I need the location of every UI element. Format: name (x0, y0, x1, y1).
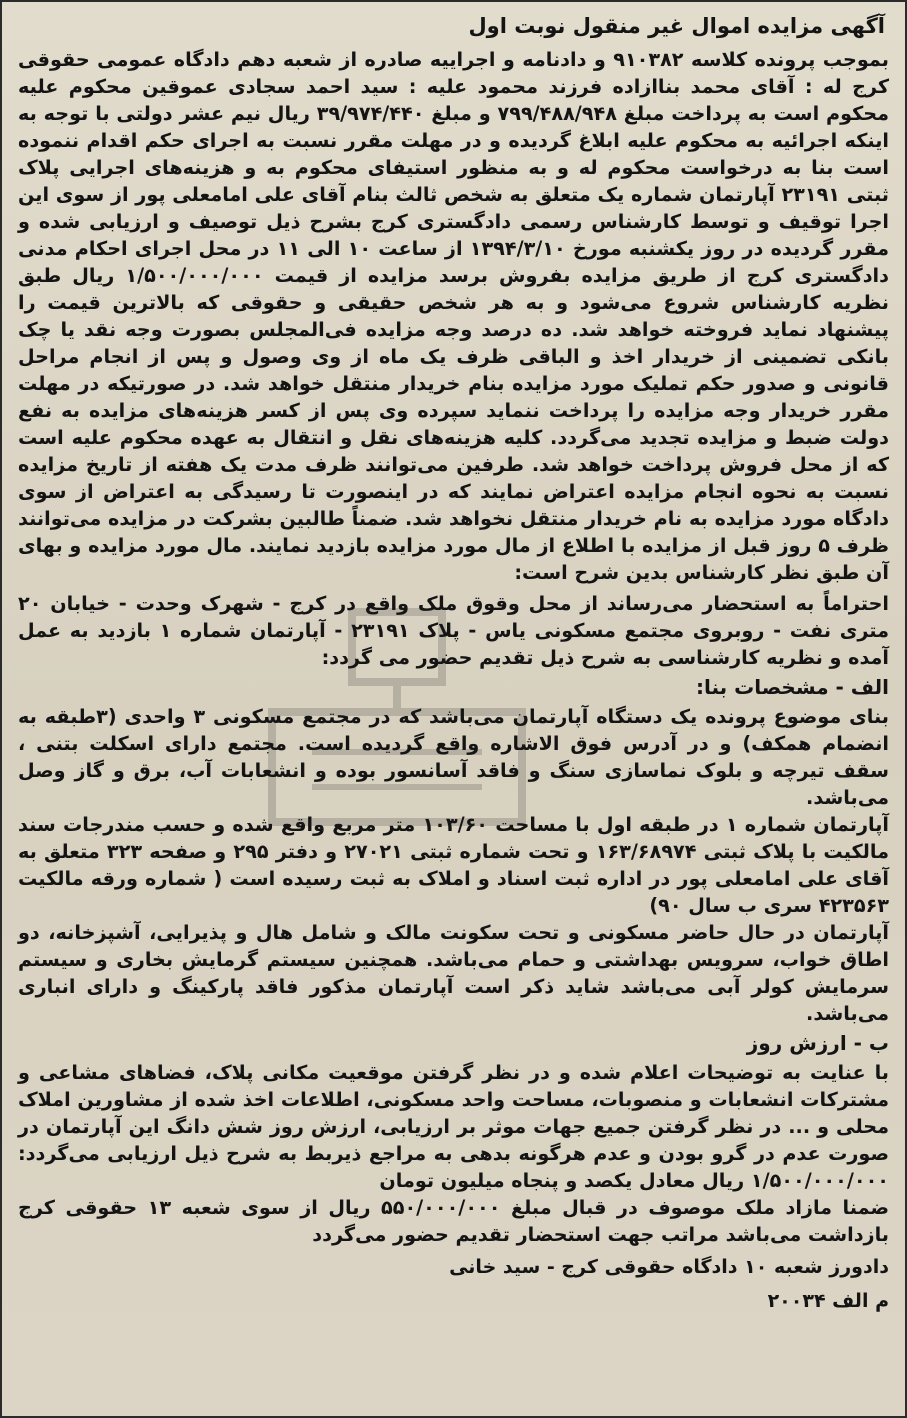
intro-paragraph: بموجب پرونده کلاسه ۹۱۰۳۸۲ و دادنامه و اجراییه صادره از شعبه دهم دادگاه عمومی حقوقی کرج له : آقای محمد بناازاده فرزند محمود علیه : سید احمد سجادی عموقین محکوم علیه محکوم است به پرداخت مبلغ ۷۹۹/۴۸۸/۹۴۸ و مبلغ ۳۹/۹۷۴/۴۴۰ ریال نیم عشر دولتی با توجه به اینکه اجرائیه به محکوم علیه ابلاغ گردیده و در مهلت مقرر نسبت به اجرای حکم اقدام ننموده است بنا به درخواست محکوم له و به منظور استیفای محکوم به و هزینه‌های اجرایی پلاک ثبتی ۲۳۱۹۱ آپارتمان شماره یک متعلق به شخص ثالث بنام آقای علی امامعلی پور از سوی این اجرا توقیف و توسط کارشناس رسمی دادگستری کرج بشرح ذیل توصیف و ارزیابی شده و مقرر گردیده در روز یکشنبه مورخ ۱۳۹۴/۳/۱۰ از ساعت ۱۰ الی ۱۱ در محل اجرای احکام مدنی دادگستری کرج از طریق مزایده بفروش برسد مزایده از قیمت ۱/۵۰۰/۰۰۰/۰۰۰ ریال طبق نظریه کارشناس شروع می‌شود و به هر شخص حقیقی و حقوقی که بالاترین قیمت را پیشنهاد نماید فروخته خواهد شد. ده درصد وجه مزایده فی‌المجلس بصورت وجه نقد یا چک بانکی تضمینی از خریدار اخذ و الباقی ظرف یک ماه از وی وصول و پس از انجام مراحل قانونی و صدور حکم تملیک مورد مزایده بنام خریدار منتقل خواهد شد. در صورتیکه در مهلت مقرر خریدار وجه مزایده را پرداخت ننماید سپرده وی پس از کسر هزینه‌های مزایده به نفع دولت ضبط و مزایده تجدید می‌گردد. کلیه هزینه‌های نقل و انتقال به عهده محکوم علیه است که از محل فروش پرداخت خواهد شد. طرفین می‌توانند ظرف مدت یک هفته از تاریخ مزایده نسبت به نحوه انجام مزایده اعتراض نمایند که در اینصورت تا رسیدگی به اعتراض از سوی دادگاه مورد مزایده به نام خریدار منتقل نخواهد شد. ضمناً طالبین بشرکت در مزایده می‌توانند ظرف ۵ روز قبل از مزایده با اطلاع از مال مورد مزایده بازدید نمایند. مال مورد مزایده و بهای آن طبق نظر کارشناس بدین شرح است: (18, 48, 889, 584)
section-b-heading: ب - ارزش روز (746, 1031, 889, 1055)
section-a-paragraph-1: بنای موضوع پرونده یک دستگاه آپارتمان می‌باشد که در مجتمع مسکونی ۳ واحدی (۳طبقه به انضمام همکف) و در آدرس فوق الاشاره واقع گردیده است. مجتمع دارای اسکلت بتنی ، سقف تیرچه و بلوک نماسازی سنگ و فاقد آسانسور بوده و انشعابات آب، برق و گاز وصل می‌باشد. (18, 705, 889, 809)
section-b-paragraph-1: با عنایت به توضیحات اعلام شده و در نظر گرفتن موقعیت مکانی پلاک، فضاهای مشاعی و مشترکات انشعابات و منصوبات، مساحت واحد مسکونی، اطلاعات اخذ شده از مشاورین املاک محلی و ... در نظر گرفتن جمیع جهات موثر بر ارزیابی، ارزش روز شش دانگ این آپارتمان در صورت عدم در گرو بودن و عدم هرگونه بدهی به مراجع ذیربط به شرح ذیل ارزیابی می‌گردد: ۱/۵۰۰/۰۰۰/۰۰۰ ریال معادل یکصد و پنجاه میلیون تومان (18, 1061, 889, 1192)
notice-title: آگهی مزایده اموال غیر منقول نوبت اول (468, 14, 885, 38)
signature-line: دادورز شعبه ۱۰ دادگاه حقوقی کرج - سید خانی (449, 1256, 889, 1278)
expert-intro-paragraph: احتراماً به استحضار می‌رساند از محل وقوق ملک واقع در کرج - شهرک وحدت - خیابان ۲۰ متری نفت - روبروی مجتمع مسکونی یاس - پلاک ۲۳۱۹۱ - آپارتمان شماره ۱ بازدید به عمل آمده و نظریه کارشناسی به شرح ذیل تقدیم حضور می گردد: (18, 592, 889, 669)
section-b-paragraph-2: ضمنا مازاد ملک موصوف در قبال مبلغ ۵۵۰/۰۰۰/۰۰۰ ریال از سوی شعبه ۱۳ حقوقی کرج بازداشت می‌باشد مراتب جهت استحضار تقدیم حضور می‌گردد (18, 1196, 889, 1246)
section-a-paragraph-2: آپارتمان شماره ۱ در طبقه اول با مساحت ۱۰۳/۶۰ متر مربع واقع شده و حسب مندرجات سند مالکیت با پلاک ثبتی ۱۶۳/۶۸۹۷۴ و تحت شماره ثبتی ۲۷۰۲۱ و دفتر ۲۹۵ و صفحه ۳۲۳ متعلق به آقای علی امامعلی پور در اداره ثبت اسناد و املاک به ثبت رسیده است ( شماره ورقه مالکیت ۴۲۳۵۶۳ سری ب سال ۹۰) (18, 813, 889, 917)
section-a-paragraph-3: آپارتمان در حال حاضر مسکونی و تحت سکونت مالک و شامل هال و پذیرایی، آشپزخانه، دو اطاق خواب، سرویس بهداشتی و حمام می‌باشد. همچنین سیستم گرمایش بخاری و سیستم سرمایش کولر آبی می‌باشد شاید ذکر است آپارتمان مذکور فاقد پارکینگ و دارای انباری می‌باشد. (18, 921, 889, 1025)
ad-code: م الف ۲۰۰۳۴ (767, 1290, 889, 1312)
section-a-heading: الف - مشخصات بنا: (695, 675, 889, 699)
